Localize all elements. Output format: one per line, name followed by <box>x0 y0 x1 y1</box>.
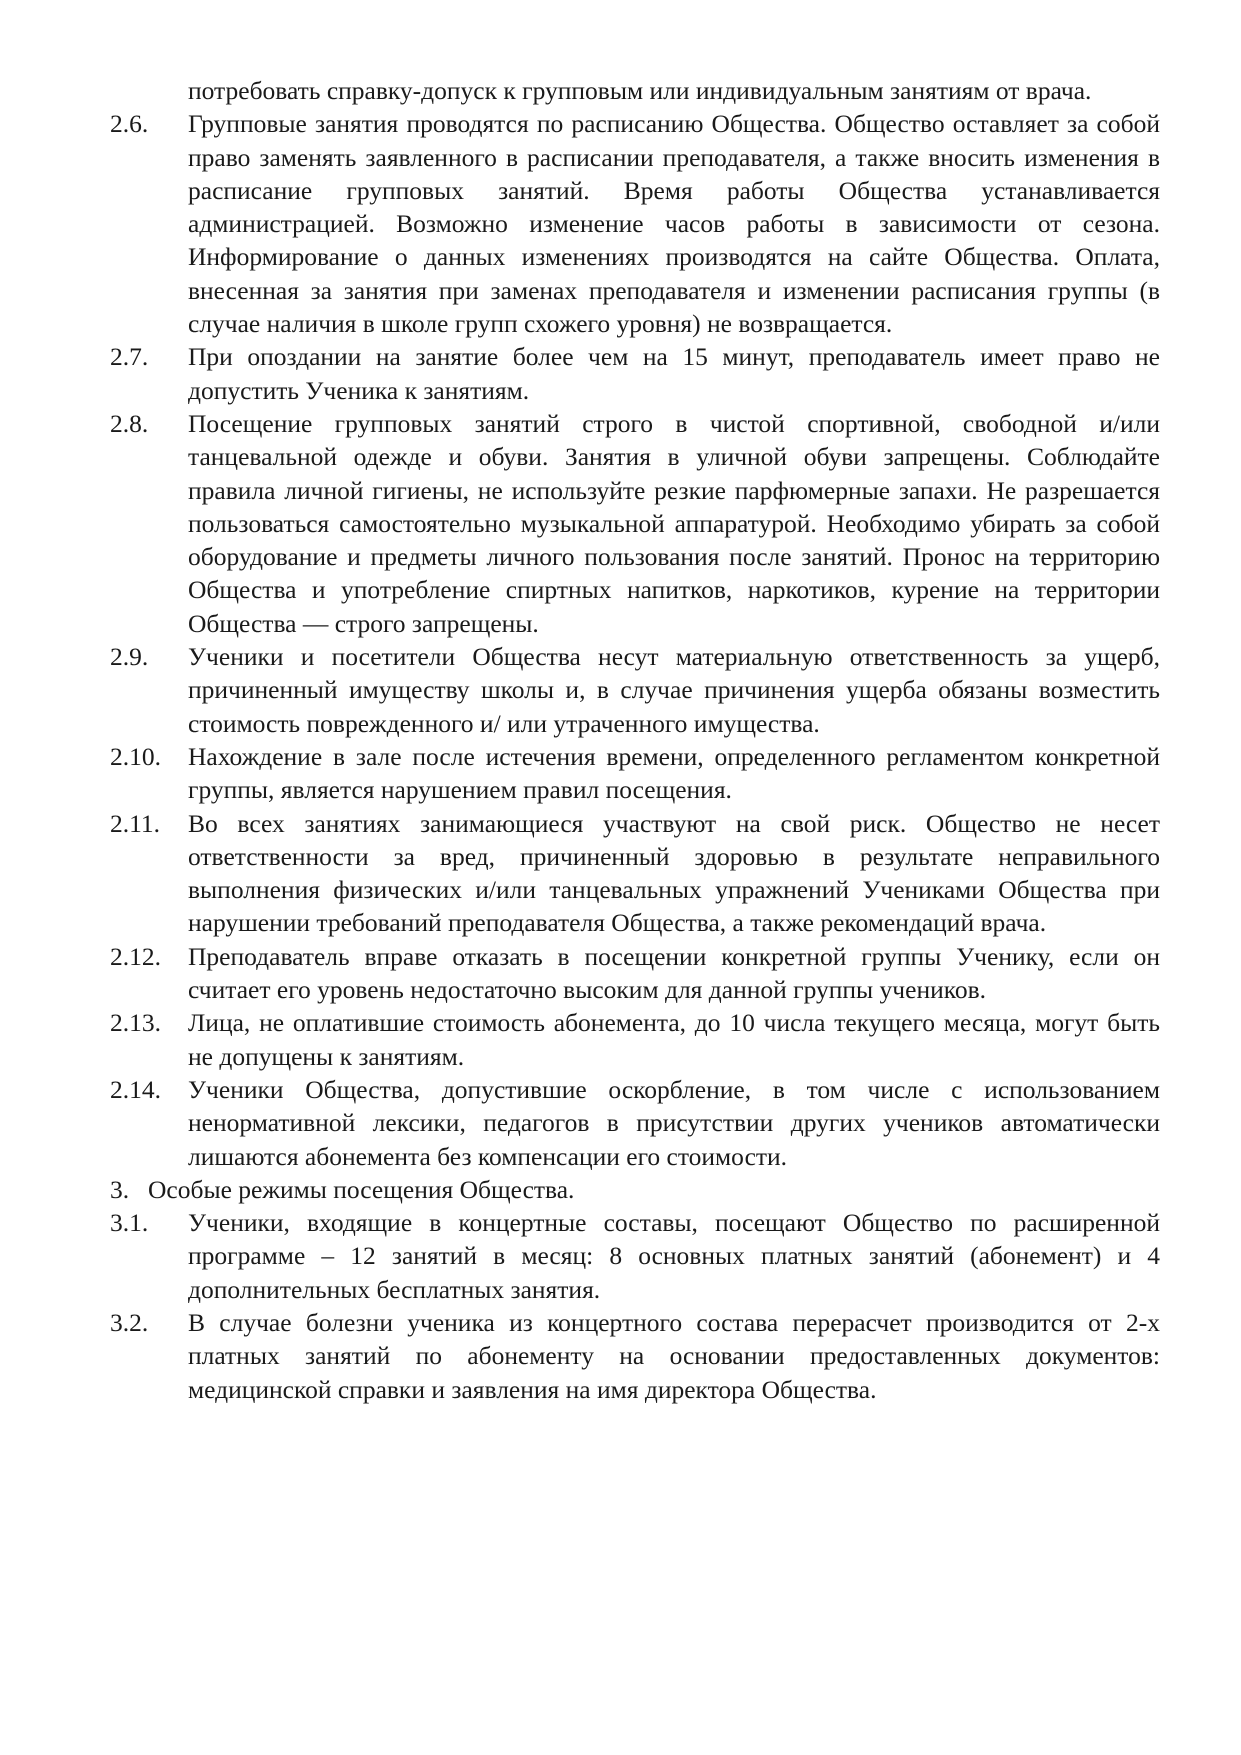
item-text: Посещение групповых занятий строго в чистой спортивной, свободной и/или танцевальной одежде и обуви. Занятия в уличной обуви запрещены. Соблюдайте правила личной гигиены, не используйте резкие парфюмерные запахи. Не разрешается пользоваться самостоятельно музыкальной аппаратурой. Необходимо убирать за собой оборудование и предметы личного пользования после занятий. Пронос на территорию Общества и употребление спиртных напитков, наркотиков, курение на территории Общества — строго запрещены. <box>188 408 1160 638</box>
list-item-2-14 <box>110 1073 1160 1173</box>
item-number: 2.6. <box>110 109 149 139</box>
item-number: 2.14. <box>110 1074 161 1104</box>
document-body <box>110 74 1160 1406</box>
list-item-2-9 <box>110 640 1160 740</box>
item-number: 3.2. <box>110 1307 149 1337</box>
item-number: 2.11. <box>110 808 161 838</box>
list-item-2-8 <box>110 407 1160 640</box>
list-item-2-6 <box>110 107 1160 340</box>
section-number: 3. <box>110 1174 130 1204</box>
item-number: 2.10. <box>110 741 161 771</box>
item-number: 2.7. <box>110 342 149 372</box>
list-item-2-7 <box>110 340 1160 407</box>
item-text: Ученики Общества, допустившие оскорбление, в том числе с использованием ненормативной лексики, педагогов в присутствии других учеников автоматически лишаются абонемента без компенсации его стоимости. <box>188 1074 1160 1171</box>
item-text: Ученики и посетители Общества несут материальную ответственность за ущерб, причиненный имуществу школы и, в случае причинения ущерба обязаны возместить стоимость поврежденного и/ или утраченного имущества. <box>188 642 1160 738</box>
item-number: 2.13. <box>110 1008 161 1038</box>
item-text: При опоздании на занятие более чем на 15 минут, преподаватель имеет право не допустить Ученика к занятиям. <box>188 342 1160 405</box>
section-title: Особые режимы посещения Общества. <box>148 1174 575 1204</box>
list-item-2-13 <box>110 1006 1160 1073</box>
item-text: Лица, не оплатившие стоимость абонемента, до 10 числа текущего месяца, могут быть не допущены к занятиям. <box>188 1008 1160 1071</box>
item-text: Ученики, входящие в концертные составы, посещают Общество по расширенной программе – 12 занятий в месяц: 8 основных платных занятий (абонемент) и 4 дополнительных бесплатных занятия. <box>188 1208 1160 1304</box>
continuation-paragraph: потребовать справку-допуск к групповым или индивидуальным занятиям от врача. <box>188 76 1092 105</box>
list-item-2-12 <box>110 940 1160 1007</box>
list-item-3-2 <box>110 1306 1160 1406</box>
item-text: Во всех занятиях занимающиеся участвуют на свой риск. Общество не несет ответственности за вред, причиненный здоровью в результате неправильного выполнения физических и/или танцевальных упражнений Учениками Общества при нарушении требований преподавателя Общества, а также рекомендаций врача. <box>188 808 1160 938</box>
item-text: Нахождение в зале после истечения времени, определенного регламентом конкретной группы, является нарушением правил посещения. <box>188 741 1160 805</box>
section-3-heading <box>110 1173 1160 1206</box>
item-number: 2.9. <box>110 642 149 672</box>
item-number: 2.12. <box>110 941 161 971</box>
item-text: В случае болезни ученика из концертного состава перерасчет производится от 2-х платных занятий по абонементу на основании предоставленных документов: медицинской справки и заявления на имя директора Общества. <box>188 1307 1160 1404</box>
list-item-3-1 <box>110 1206 1160 1306</box>
list-item-2-10 <box>110 740 1160 807</box>
list-item-2-11 <box>110 807 1160 940</box>
item-text: Групповые занятия проводятся по расписанию Общества. Общество оставляет за собой право заменять заявленного в расписании преподавателя, а также вносить изменения в расписание групповых занятий. Время работы Общества устанавливается администрацией. Возможно изменение часов работы в зависимости от сезона. Информирование о данных изменениях производятся на сайте Общества. Оплата, внесенная за занятия при заменах преподавателя и изменении расписания группы (в случае наличия в школе групп схожего уровня) не возвращается. <box>188 109 1160 339</box>
item-text: Преподаватель вправе отказать в посещении конкретной группы Ученику, если он считает его уровень недостаточно высоким для данной группы учеников. <box>188 941 1160 1005</box>
item-number: 2.8. <box>110 408 149 438</box>
item-number: 3.1. <box>110 1208 149 1238</box>
